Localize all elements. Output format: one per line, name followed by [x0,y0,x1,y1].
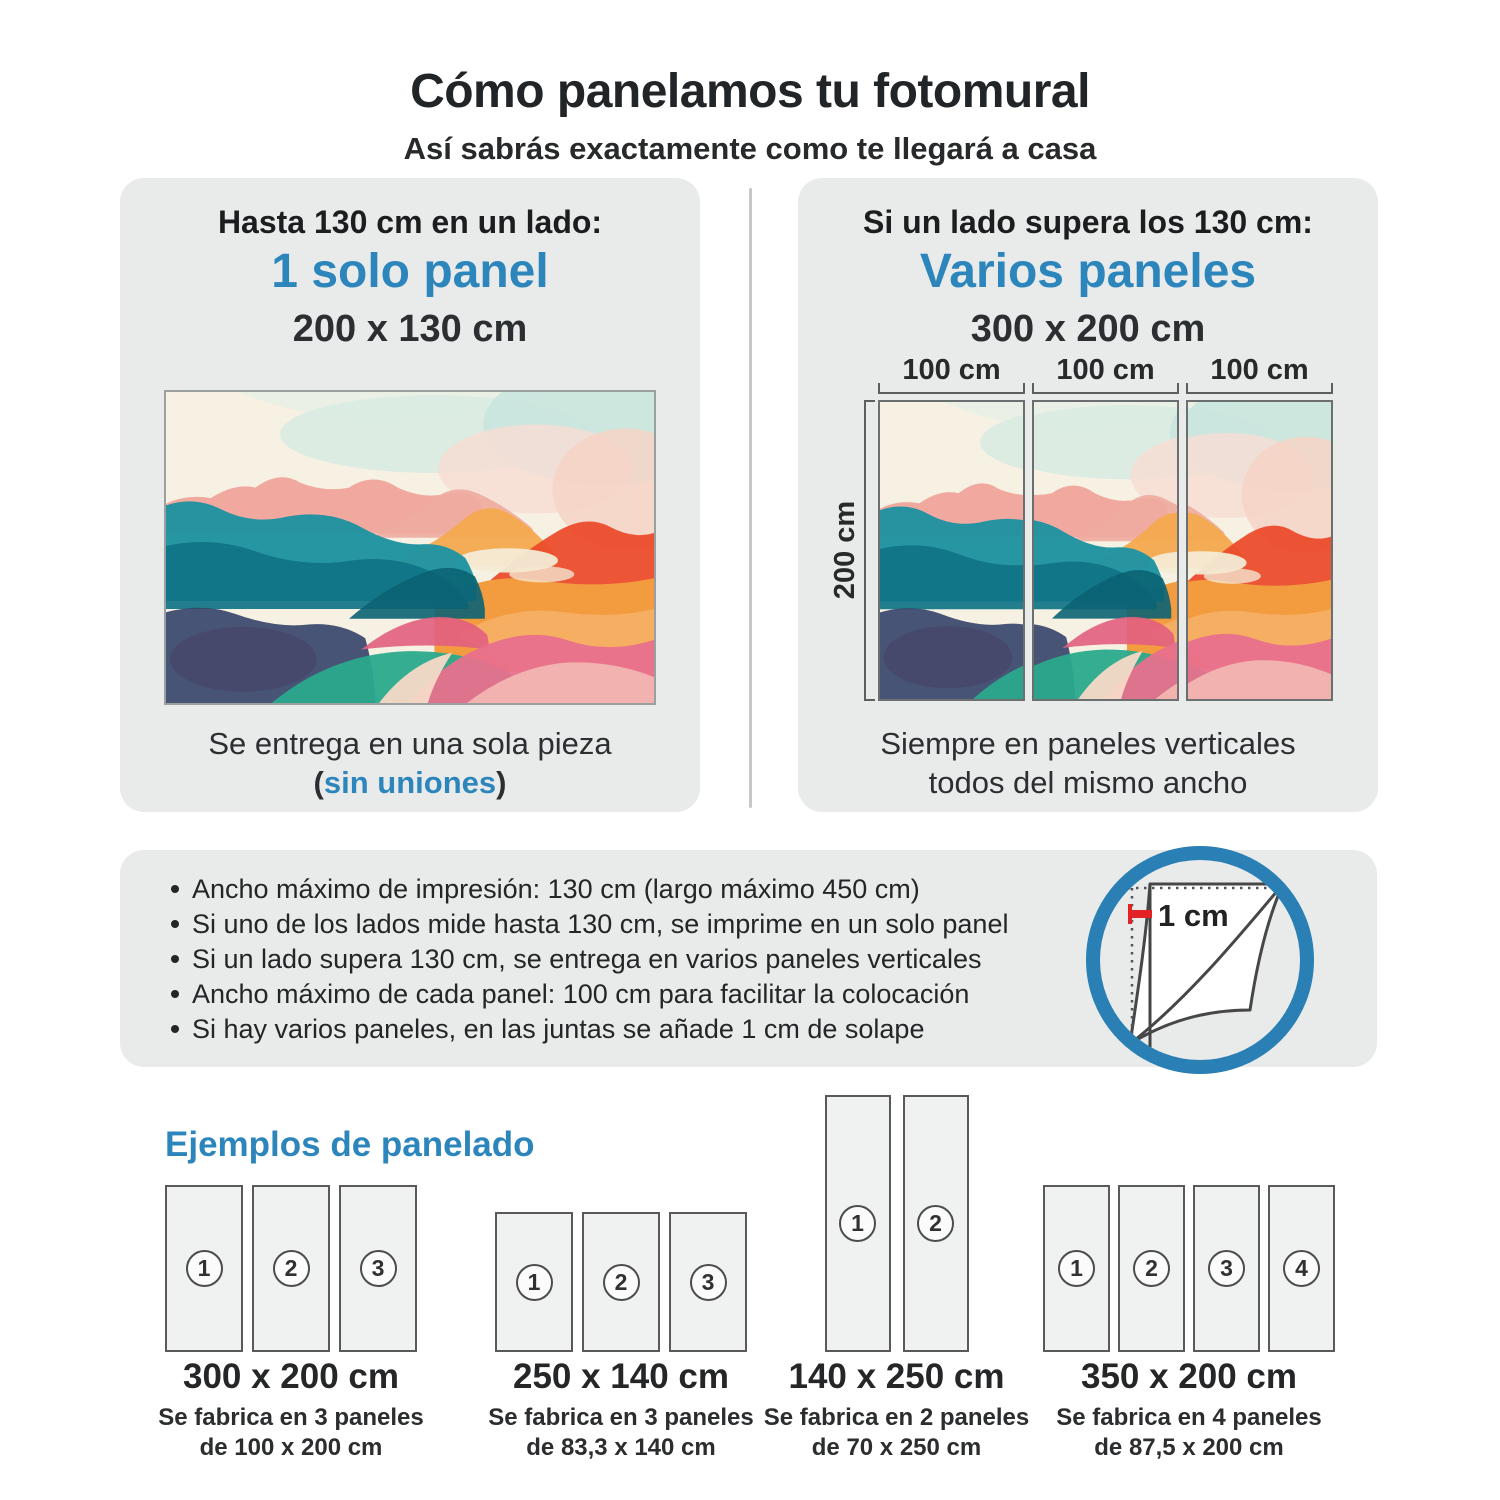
panel-number-badge: 2 [603,1264,640,1301]
watercolor-slice-2 [1034,402,1177,699]
overlap-diagram-icon [1078,838,1322,1082]
example-desc-line2: de 87,5 x 200 cm [1094,1434,1284,1461]
example-desc-line2: de 100 x 200 cm [199,1434,383,1461]
example-panel [252,1185,330,1352]
page-title: Cómo panelamos tu fotomural [410,65,1090,119]
example-panels-1 [130,1095,452,1352]
example-size: 350 x 200 cm [1080,1357,1297,1396]
example-desc [130,1403,452,1463]
example-desc [1028,1403,1350,1463]
examples-heading: Ejemplos de panelado [165,1125,535,1165]
example-panel [165,1185,243,1352]
example-size: 250 x 140 cm [512,1357,729,1396]
overlap-label: 1 cm [1158,898,1229,933]
mural-panel-slice-3 [1186,400,1333,701]
example-panels-4 [1028,1095,1350,1352]
watercolor-slice-1 [880,402,1023,699]
panel-number-badge: 1 [516,1264,553,1301]
mural-artwork-image [164,390,656,705]
example-panel [825,1095,891,1352]
page-subtitle: Así sabrás exactamente como te llegará a casa [403,131,1097,166]
width-dimension-bracket-1 [878,383,1025,394]
single-panel-condition: Hasta 130 cm en un lado: [217,204,603,240]
example-block-2 [460,1095,782,1475]
example-size: 140 x 250 cm [788,1357,1005,1396]
note-paren-open: ( [313,765,324,800]
note-line1: Se entrega en una sola pieza [208,726,612,761]
example-desc-line1: Se fabrica en 3 paneles [158,1404,424,1431]
example-desc-line1: Se fabrica en 3 paneles [488,1404,754,1431]
panel-number-badge: 1 [839,1205,876,1242]
rule-item-5: Si hay varios paneles, en las juntas se añade 1 cm de solape [164,1012,1124,1047]
example-panel [669,1212,747,1352]
multi-panel-note [798,724,1378,802]
single-panel-note [120,724,700,802]
example-block-3 [742,1095,1051,1475]
multi-panel-size: 300 x 200 cm [970,308,1206,350]
note-line2: todos del mismo ancho [928,765,1248,800]
example-desc-line1: Se fabrica en 2 paneles [763,1404,1030,1431]
single-panel-result: 1 solo panel [271,245,549,298]
example-panel [1043,1185,1110,1352]
rule-item-4: Ancho máximo de cada panel: 100 cm para facilitar la colocación [164,977,1124,1012]
width-dimension-bracket-2 [1032,383,1179,394]
panel-number-badge: 2 [273,1250,310,1287]
height-dimension-label: 200 cm [829,500,861,600]
rule-item-1: Ancho máximo de impresión: 130 cm (largo máximo 450 cm) [164,872,1124,907]
example-size: 300 x 200 cm [182,1357,399,1396]
example-panel [1193,1185,1260,1352]
panel-number-badge: 2 [917,1205,954,1242]
watercolor-slice-3 [1188,402,1331,699]
panel-number-badge: 4 [1283,1250,1320,1287]
note-highlight: sin uniones [323,765,497,800]
example-desc-line2: de 70 x 250 cm [811,1434,982,1461]
example-desc [742,1403,1051,1463]
width-dimension-label-1: 100 cm [902,354,1001,386]
example-panels-3 [742,1095,1051,1352]
panel-number-badge: 1 [1058,1250,1095,1287]
rules-list [164,872,1124,1047]
rule-item-3: Si un lado supera 130 cm, se entrega en varios paneles verticales [164,942,1124,977]
panel-number-badge: 3 [1208,1250,1245,1287]
example-panel [582,1212,660,1352]
mural-panel-slice-2 [1032,400,1179,701]
example-block-1 [130,1095,452,1475]
panel-number-badge: 3 [360,1250,397,1287]
note-line1: Siempre en paneles verticales [880,726,1296,761]
example-panel [1118,1185,1185,1352]
example-block-4 [1028,1095,1350,1475]
multi-panel-card [798,178,1378,812]
width-dimension-bracket-3 [1186,383,1333,394]
example-panel [903,1095,969,1352]
rule-item-2: Si uno de los lados mide hasta 130 cm, se imprime en un solo panel [164,907,1124,942]
example-desc-line1: Se fabrica en 4 paneles [1056,1404,1322,1431]
card-divider [749,188,752,808]
panel-number-badge: 1 [186,1250,223,1287]
note-paren-close: ) [496,765,507,800]
example-panel [495,1212,573,1352]
example-panel [339,1185,417,1352]
single-panel-card [120,178,700,812]
example-panel [1268,1185,1335,1352]
width-dimension-label-3: 100 cm [1210,354,1309,386]
panel-number-badge: 3 [690,1264,727,1301]
height-dimension-line [864,400,875,701]
example-desc [460,1403,782,1463]
single-panel-size: 200 x 130 cm [292,308,528,350]
multi-panel-result: Varios paneles [919,245,1257,298]
example-desc-line2: de 83,3 x 140 cm [526,1434,716,1461]
multi-panel-condition: Si un lado supera los 130 cm: [863,204,1313,240]
mural-panel-slice-1 [878,400,1025,701]
watercolor-landscape [166,392,654,703]
panel-number-badge: 2 [1133,1250,1170,1287]
example-panels-2 [460,1095,782,1352]
width-dimension-label-2: 100 cm [1056,354,1155,386]
